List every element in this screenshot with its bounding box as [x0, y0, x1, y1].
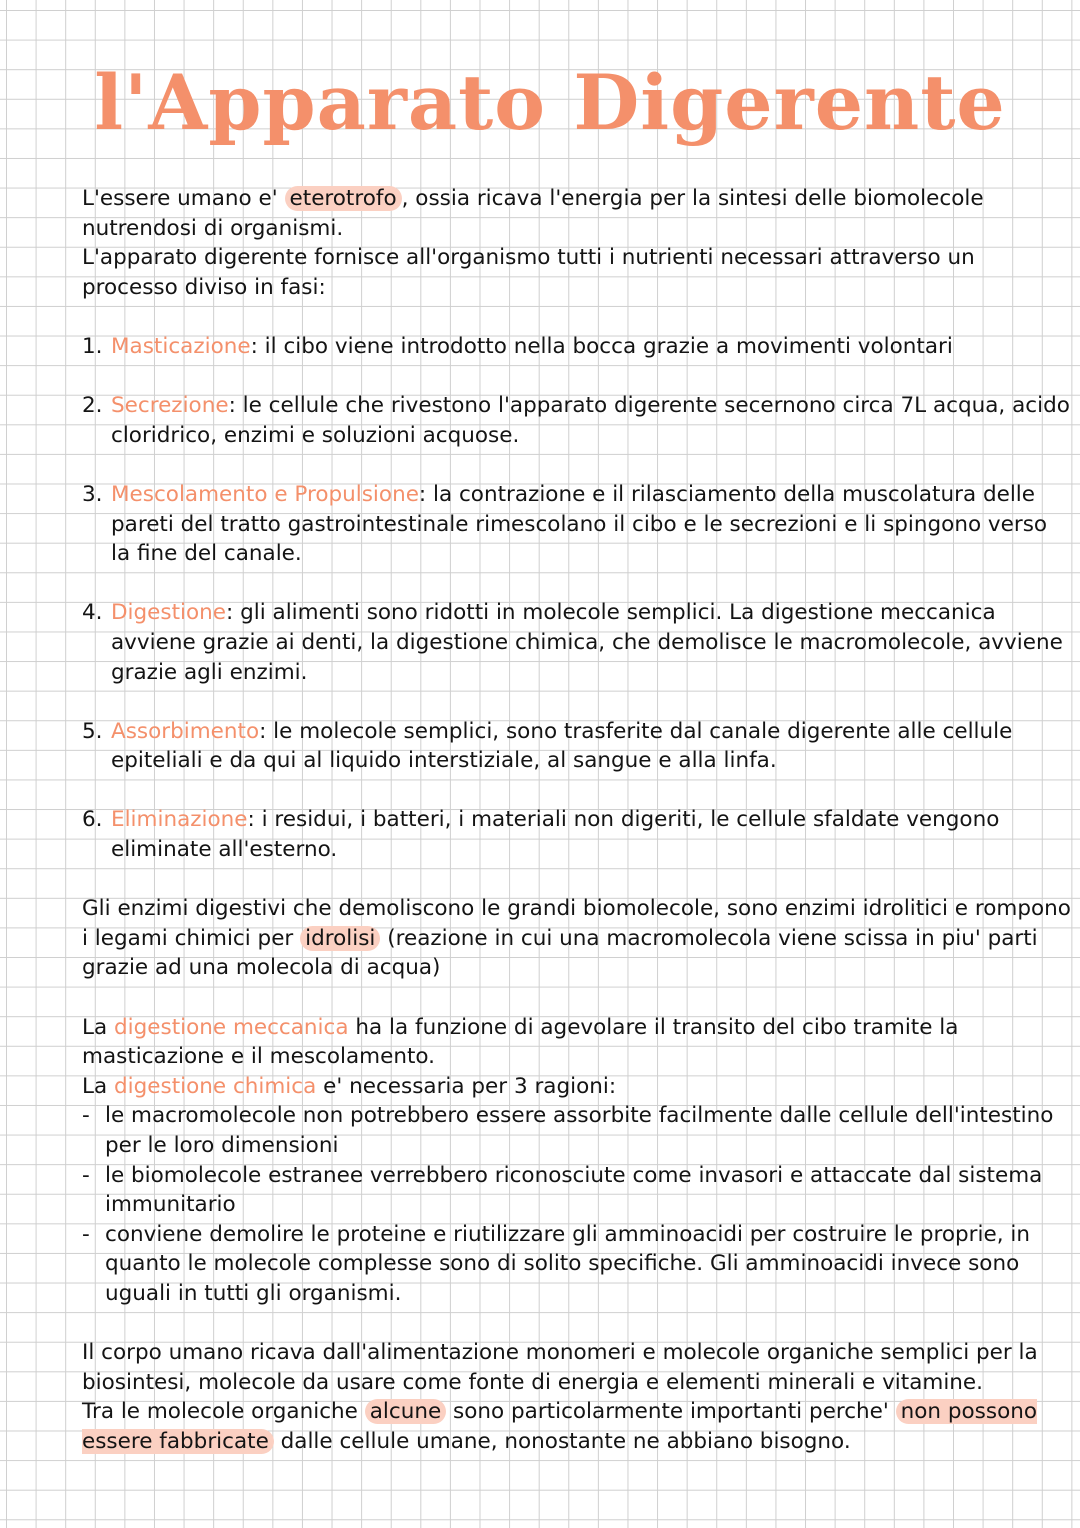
chemical-digestion-paragraph	[82, 1072, 1072, 1102]
closing-text: Tra le molecole organiche	[82, 1399, 358, 1425]
highlight-eterotrofo: eterotrofo	[285, 186, 402, 211]
enzymes-paragraph	[82, 894, 1072, 983]
chem-prefix: La	[82, 1073, 108, 1099]
phase-number: 2.	[82, 393, 103, 419]
highlight-alcune: alcune	[365, 1399, 446, 1424]
closing-text-mid: sono particolarmente importanti perche'	[453, 1399, 889, 1425]
closing-paragraph-2	[82, 1397, 1072, 1456]
phase-text: : il cibo viene introdotto nella bocca grazie a movimenti volontari	[250, 333, 953, 359]
reason-text: conviene demolire le proteine e riutilizzare gli amminoacidi per costruire le proprie, in quanto le molecole complesse sono di solito specifiche. Gli amminoacidi invece sono uguali in tutti gli organismi.	[105, 1221, 1030, 1306]
reason-item	[82, 1161, 1072, 1220]
chem-text: e' necessaria per 3 ragioni:	[323, 1073, 617, 1099]
mech-text: ha la funzione di agevolare il transito del cibo tramite la masticazione e il mescolamento.	[82, 1014, 959, 1070]
mech-prefix: La	[82, 1014, 108, 1040]
phase-item	[82, 332, 1072, 362]
highlight-non-fabbricate: non possono essere fabbricate	[82, 1399, 1038, 1454]
enzymes-text: Gli enzimi digestivi che demoliscono le grandi biomolecole, sono enzimi idrolitici e rompono i legami chimici per	[82, 896, 1071, 951]
phase-number: 1.	[82, 333, 103, 359]
phase-item	[82, 480, 1072, 569]
phase-item	[82, 391, 1072, 450]
dash-bullet: -	[82, 1103, 90, 1129]
reason-text: le macromolecole non potrebbero essere assorbite facilmente dalle cellule dell'intestino per le loro dimensioni	[105, 1103, 1054, 1158]
intro-text: L'essere umano e'	[82, 186, 278, 211]
reason-item	[82, 1220, 1072, 1309]
phase-text: : la contrazione e il rilasciamento della muscolatura delle pareti del tratto gastrointestinale rimescolano il cibo e le secrezioni e li spingono verso la fine del canale.	[111, 481, 1048, 567]
reason-item	[82, 1101, 1072, 1160]
phase-number: 6.	[82, 807, 103, 833]
intro-text-after: , ossia ricava l'energia per la sintesi delle biomolecole nutrendosi di organismi.	[82, 186, 984, 241]
closing-text-after: dalle cellule umane, nonostante ne abbiano bisogno.	[280, 1428, 851, 1454]
phase-term: Secrezione	[111, 393, 229, 419]
phase-text: : le molecole semplici, sono trasferite dal canale digerente alle cellule epiteliali e da qui al liquido interstiziale, al sangue e alla linfa.	[111, 718, 1013, 774]
dash-bullet: -	[82, 1162, 90, 1188]
phase-number: 3.	[82, 481, 103, 507]
phase-term: Eliminazione	[111, 807, 248, 833]
phase-number: 5.	[82, 718, 103, 744]
phase-term: Digestione	[111, 600, 227, 626]
mechanical-digestion-paragraph	[82, 1013, 1072, 1072]
phase-term: Mescolamento e Propulsione	[111, 481, 419, 507]
dash-bullet: -	[82, 1221, 90, 1247]
highlight-idrolisi: idrolisi	[300, 926, 380, 951]
phase-item	[82, 598, 1072, 687]
page-title: l'Apparato Digerente	[94, 58, 1006, 147]
enzymes-text-after: (reazione in cui una macromolecola viene scissa in piu' parti grazie ad una molecola di acqua)	[82, 925, 1038, 981]
intro-paragraph-1	[82, 184, 1072, 243]
term-digestione-meccanica: digestione meccanica	[114, 1014, 349, 1040]
phase-text: : i residui, i batteri, i materiali non digeriti, le cellule sfaldate vengono eliminate all'esterno.	[111, 807, 1000, 863]
phase-term: Assorbimento	[111, 718, 260, 744]
phase-text: : le cellule che rivestono l'apparato digerente secernono circa 7L acqua, acido cloridrico, enzimi e soluzioni acquose.	[111, 393, 1070, 448]
reason-text: le biomolecole estranee verrebbero riconosciute come invasori e attaccate dal sistema immunitario	[105, 1162, 1043, 1218]
closing-paragraph-1: Il corpo umano ricava dall'alimentazione monomeri e molecole organiche semplici per la biosintesi, molecole da usare come fonte di energia e elementi minerali e vitamine.	[82, 1340, 1038, 1395]
notes-body	[82, 184, 1072, 1457]
intro-paragraph-2: L'apparato digerente fornisce all'organismo tutti i nutrienti necessari attraverso un processo diviso in fasi:	[82, 245, 975, 300]
term-digestione-chimica: digestione chimica	[114, 1073, 317, 1099]
phase-term: Masticazione	[111, 333, 251, 359]
phase-item	[82, 717, 1072, 776]
phase-item	[82, 805, 1072, 864]
phase-number: 4.	[82, 600, 103, 626]
phase-text: : gli alimenti sono ridotti in molecole semplici. La digestione meccanica avviene grazie ai denti, la digestione chimica, che demolisce le macromolecole, avviene grazie agli enzimi.	[111, 600, 1063, 685]
